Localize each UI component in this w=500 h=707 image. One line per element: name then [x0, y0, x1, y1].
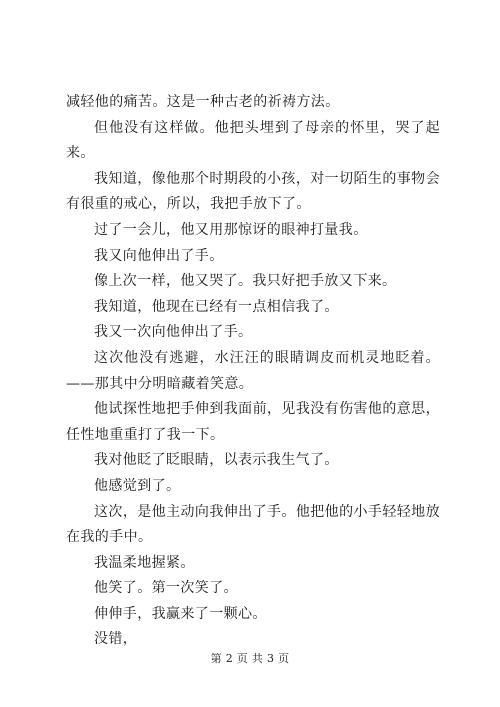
paragraph: 我对他眨了眨眼睛，以表示我生气了。: [94, 452, 339, 469]
paragraph: 他试探性地把手伸到我面前，见我没有伤害他的意思，任性地重重打了我一下。: [66, 401, 440, 443]
paragraph: 没错，: [94, 631, 138, 648]
paragraph: 过了一会儿，他又用那惊讶的眼神打量我。: [94, 221, 368, 238]
paragraph: 这次，是他主动向我伸出了手。他把他的小手轻轻地放在我的手中。: [66, 503, 440, 546]
paragraph: 这次他没有逃避，水汪汪的眼睛调皮而机灵地眨着。——那其中分明暗藏着笑意。: [66, 349, 440, 392]
paragraph-continuation: 减轻他的痛苦。这是一种古老的祈祷方法。: [66, 94, 340, 110]
paragraph: 我知道，他现在已经有一点相信我了。: [94, 298, 339, 315]
paragraph: 伸伸手，我赢来了一颗心。: [94, 605, 267, 622]
paragraph: 我知道，像他那个时期段的小孩，对一切陌生的事物会有很重的戒心，所以，我把手放下了。: [66, 170, 440, 213]
document-body: [66, 90, 440, 653]
paragraph: 他笑了。第一次笑了。: [94, 580, 238, 597]
paragraph: 但他没有这样做。他把头埋到了母亲的怀里，哭了起来。: [66, 119, 440, 162]
page-number-footer: 第 2 页 共 3 页: [210, 652, 290, 665]
paragraph: 像上次一样，他又哭了。我只好把手放又下来。: [94, 273, 397, 290]
paragraph: 他感觉到了。: [94, 477, 181, 494]
paragraph: 我温柔地握紧。: [94, 554, 195, 571]
paragraph: 我又一次向他伸出了手。: [94, 324, 253, 341]
paragraph: 我又向他伸出了手。: [94, 247, 224, 264]
